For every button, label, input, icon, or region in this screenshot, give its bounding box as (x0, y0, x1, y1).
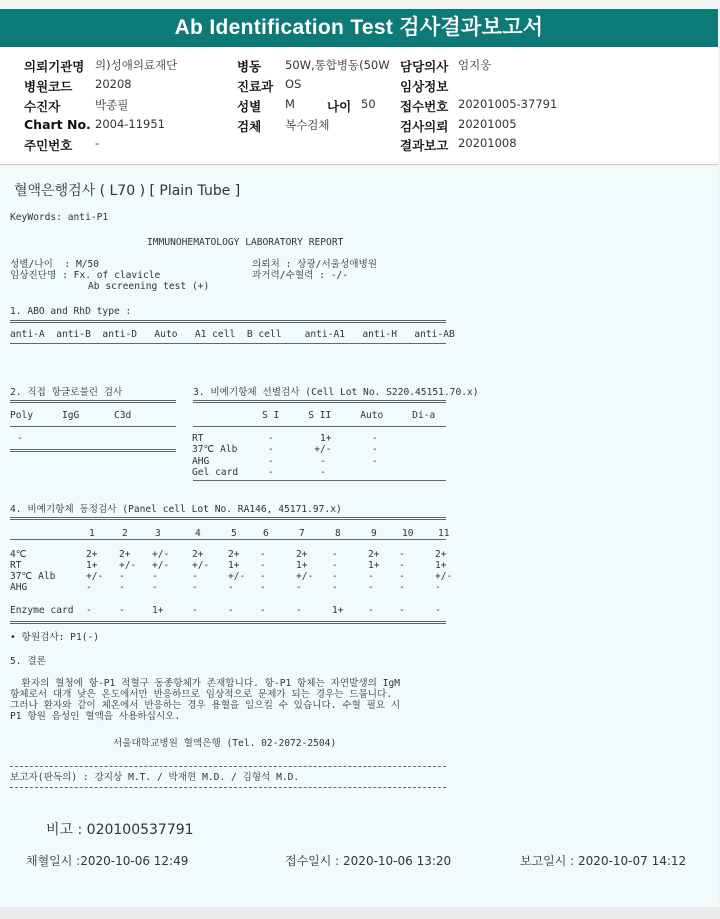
panel-cell-reaction: 2+ (228, 549, 240, 560)
panel-cell-reaction: - (368, 605, 374, 616)
panel-cell-number: 9 (371, 528, 377, 539)
clinical-diagnosis-2: Ab screening test (+) (88, 281, 210, 292)
panel-cell-number: 6 (263, 528, 269, 539)
patient-info-panel (0, 47, 718, 165)
history: 과거력/수혈력 : -/- (252, 270, 349, 281)
info-row-2 (0, 77, 718, 95)
panel-cell-reaction: - (260, 582, 266, 593)
value-accession-no: 20201005-37791 (458, 97, 558, 111)
value-test-request: 20201005 (458, 117, 517, 131)
panel-cell-reaction: +/- (119, 560, 137, 571)
value-requesting-institution: 의)성애의료재단 (95, 58, 178, 72)
panel-cell-number: 7 (299, 528, 305, 539)
panel-cell-reaction: - (332, 571, 338, 582)
abo-columns: anti-A anti-B anti-D Auto A1 cell B cell anti-A1 anti-H anti-AB (10, 329, 455, 340)
value-sex: M (285, 97, 295, 111)
panel-cell-reaction: +/- (228, 571, 246, 582)
value-resident-no: - (95, 136, 100, 150)
label-age: 나이 (327, 99, 352, 114)
panel-cell-reaction: - (86, 582, 92, 593)
panel-grid (0, 167, 718, 637)
panel-cell-reaction: - (260, 560, 266, 571)
panel-cell-reaction: - (368, 571, 374, 582)
bottom-bar (0, 907, 720, 919)
client: 의뢰처 : 상광/서울성애병원 (252, 259, 378, 270)
label-resident-no: 주민번호 (24, 138, 73, 153)
panel-cell-reaction: 1+ (228, 560, 240, 571)
panel-cell-number: 2 (122, 528, 128, 539)
panel-cell-reaction: - (152, 571, 158, 582)
keywords: KeyWords: anti-P1 (10, 212, 109, 223)
divider (10, 621, 446, 624)
label-ward: 병동 (237, 59, 262, 74)
panel-cell-reaction: +/- (152, 560, 170, 571)
panel-cell-reaction: - (119, 582, 125, 593)
panel-cell-reaction: 2+ (435, 549, 447, 560)
antigen-test: • 항원검사: P1(-) (10, 632, 100, 643)
panel-cell-reaction: - (192, 605, 198, 616)
panel-cell-reaction: 1+ (86, 560, 98, 571)
panel-cell-reaction: 2+ (192, 549, 204, 560)
panel-cell-reaction: 2+ (119, 549, 131, 560)
panel-cell-reaction: - (332, 560, 338, 571)
panel-cell-reaction: - (192, 571, 198, 582)
panel-cell-number: 5 (231, 528, 237, 539)
panel-cell-reaction: - (399, 571, 405, 582)
panel-cell-reaction: +/- (86, 571, 104, 582)
panel-cell-reaction: +/- (296, 571, 314, 582)
panel-cell-reaction: - (332, 582, 338, 593)
divider (10, 766, 446, 767)
panel-cell-reaction: 2+ (368, 549, 380, 560)
panel-cell-reaction: +/- (435, 571, 453, 582)
value-specimen: 복수검체 (285, 118, 330, 132)
label-clinical-info: 임상정보 (400, 79, 449, 94)
label-department: 진료과 (237, 79, 274, 94)
screening-row-labels: RT 37℃ Alb AHG Gel card (192, 433, 239, 478)
divider (10, 787, 446, 788)
value-ward: 50W,통합병동(50W (285, 58, 390, 72)
report-section-title: 혈액은행검사 ( L70 ) [ Plain Tube ] (14, 183, 241, 199)
label-accession-no: 접수번호 (400, 99, 449, 114)
info-row-3 (0, 97, 718, 115)
label-chart-no: Chart No. (24, 117, 91, 132)
value-age: 50 (361, 97, 376, 111)
value-doctor: 엄지웅 (458, 58, 492, 72)
conclusion-line-1: 환자의 혈청에 항-P1 적혈구 동종항체가 존재합니다. 항-P1 항체는 자연발생의 IgM (10, 678, 401, 689)
panel-row-label: RT (10, 560, 22, 571)
panel-cell-reaction: 1+ (152, 605, 164, 616)
panel-cell-reaction: - (435, 605, 441, 616)
panel-cell-reaction: - (399, 605, 405, 616)
label-test-request: 검사의뢰 (400, 119, 449, 134)
panel-cell-number: 4 (195, 528, 201, 539)
screening-row-values: - 1+ - - +/- - - - - - - (268, 433, 378, 478)
panel-cell-reaction: 1+ (435, 560, 447, 571)
panel-cell-reaction: - (260, 605, 266, 616)
panel-cell-reaction: 2+ (296, 549, 308, 560)
remark: 비고 : 020100537791 (46, 822, 194, 838)
label-requesting-institution: 의뢰기관명 (24, 59, 85, 74)
reporter: 보고자(판독의) : 강지상 M.T. / 박재현 M.D. / 김형석 M.D. (10, 772, 300, 783)
section-1-title: 1. ABO and RhD type : (10, 306, 132, 317)
hospital-contact: 서울대학교병원 혈액은행 (Tel. 02-2072-2504) (113, 738, 337, 749)
panel-cell-number: 10 (402, 528, 414, 539)
section-4-title: 4. 비예기항체 동정검사 (Panel cell Lot No. RA146, 45171.97.x) (10, 504, 342, 515)
value-result-report: 20201008 (458, 136, 517, 150)
panel-cell-reaction: - (192, 582, 198, 593)
label-sex: 성별 (237, 99, 262, 114)
panel-cell-reaction: - (399, 549, 405, 560)
panel-cell-reaction: - (435, 582, 441, 593)
panel-cell-number: 3 (155, 528, 161, 539)
value-department: OS (285, 77, 302, 91)
report-document (0, 167, 718, 907)
panel-cell-reaction: - (228, 605, 234, 616)
screening-columns: S I S II Auto Di-a (262, 410, 436, 421)
section-2-title: 2. 직접 항글로불린 검사 (10, 387, 123, 398)
info-row-1 (0, 57, 718, 75)
panel-cell-number: 8 (335, 528, 341, 539)
panel-cell-reaction: 1+ (368, 560, 380, 571)
report-title: Ab Identification Test 검사결과보고서 (0, 9, 718, 47)
label-specimen: 검체 (237, 119, 262, 134)
dat-columns: Poly IgG C3d (10, 410, 132, 421)
panel-cell-reaction: - (332, 549, 338, 560)
section-5-title: 5. 결론 (10, 656, 46, 667)
panel-cell-number: 1 (89, 528, 95, 539)
panel-cell-reaction: - (296, 605, 302, 616)
panel-cell-reaction: - (86, 605, 92, 616)
label-result-report: 결과보고 (400, 138, 449, 153)
panel-cell-reaction: - (399, 582, 405, 593)
clinical-diagnosis: 임상진단명 : Fx. of clavicle (10, 270, 161, 281)
panel-cell-reaction: - (296, 582, 302, 593)
dat-result: - (17, 433, 23, 444)
panel-cell-reaction: - (119, 571, 125, 582)
panel-cell-reaction: - (260, 549, 266, 560)
panel-row-label: 37℃ Alb (10, 571, 56, 582)
panel-cell-reaction: 1+ (296, 560, 308, 571)
conclusion-line-2: 항체로서 대개 낮은 온도에서만 반응하므로 임상적으로 문제가 되는 경우는 드뭅니다. (10, 689, 393, 700)
panel-cell-reaction: 2+ (86, 549, 98, 560)
panel-cell-reaction: +/- (152, 549, 170, 560)
label-doctor: 담당의사 (400, 59, 449, 74)
panel-cell-reaction: - (368, 582, 374, 593)
info-row-5 (0, 136, 718, 154)
received-time: 접수일시 : 2020-10-06 13:20 (285, 854, 452, 868)
panel-cell-reaction: - (399, 560, 405, 571)
panel-cell-reaction: - (119, 605, 125, 616)
section-3-title: 3. 비예기항체 선별검사 (Cell Lot No. S220.45151.70.x) (193, 387, 479, 398)
panel-cell-reaction: - (152, 582, 158, 593)
sex-age: 성별/나이 : M/50 (10, 259, 100, 270)
panel-cell-reaction: 1+ (332, 605, 344, 616)
panel-row-label: AHG (10, 582, 28, 593)
conclusion-line-3: 그러나 환자와 같이 체온에서 반응하는 경우 용혈을 일으킬 수 있습니다. 수혈 필요 시 (10, 700, 401, 711)
conclusion-line-4: P1 항원 음성인 혈액을 사용하십시오. (10, 711, 181, 722)
value-patient: 박종필 (95, 98, 129, 112)
panel-row-label: 4℃ (10, 549, 27, 560)
lab-report-heading: IMMUNOHEMATOLOGY LABORATORY REPORT (147, 237, 344, 248)
panel-cell-number: 11 (438, 528, 450, 539)
info-row-4 (0, 117, 718, 135)
panel-cell-reaction: - (260, 571, 266, 582)
label-patient: 수진자 (24, 99, 61, 114)
panel-cell-reaction: +/- (192, 560, 210, 571)
reported-time: 보고일시 : 2020-10-07 14:12 (520, 854, 687, 868)
value-hospital-code: 20208 (95, 77, 132, 91)
panel-row-label: Enzyme card (10, 605, 74, 616)
label-hospital-code: 병원코드 (24, 79, 73, 94)
value-chart-no: 2004-11951 (95, 117, 165, 131)
collected-time: 채혈일시 :2020-10-06 12:49 (26, 854, 189, 868)
panel-cell-reaction: - (228, 582, 234, 593)
